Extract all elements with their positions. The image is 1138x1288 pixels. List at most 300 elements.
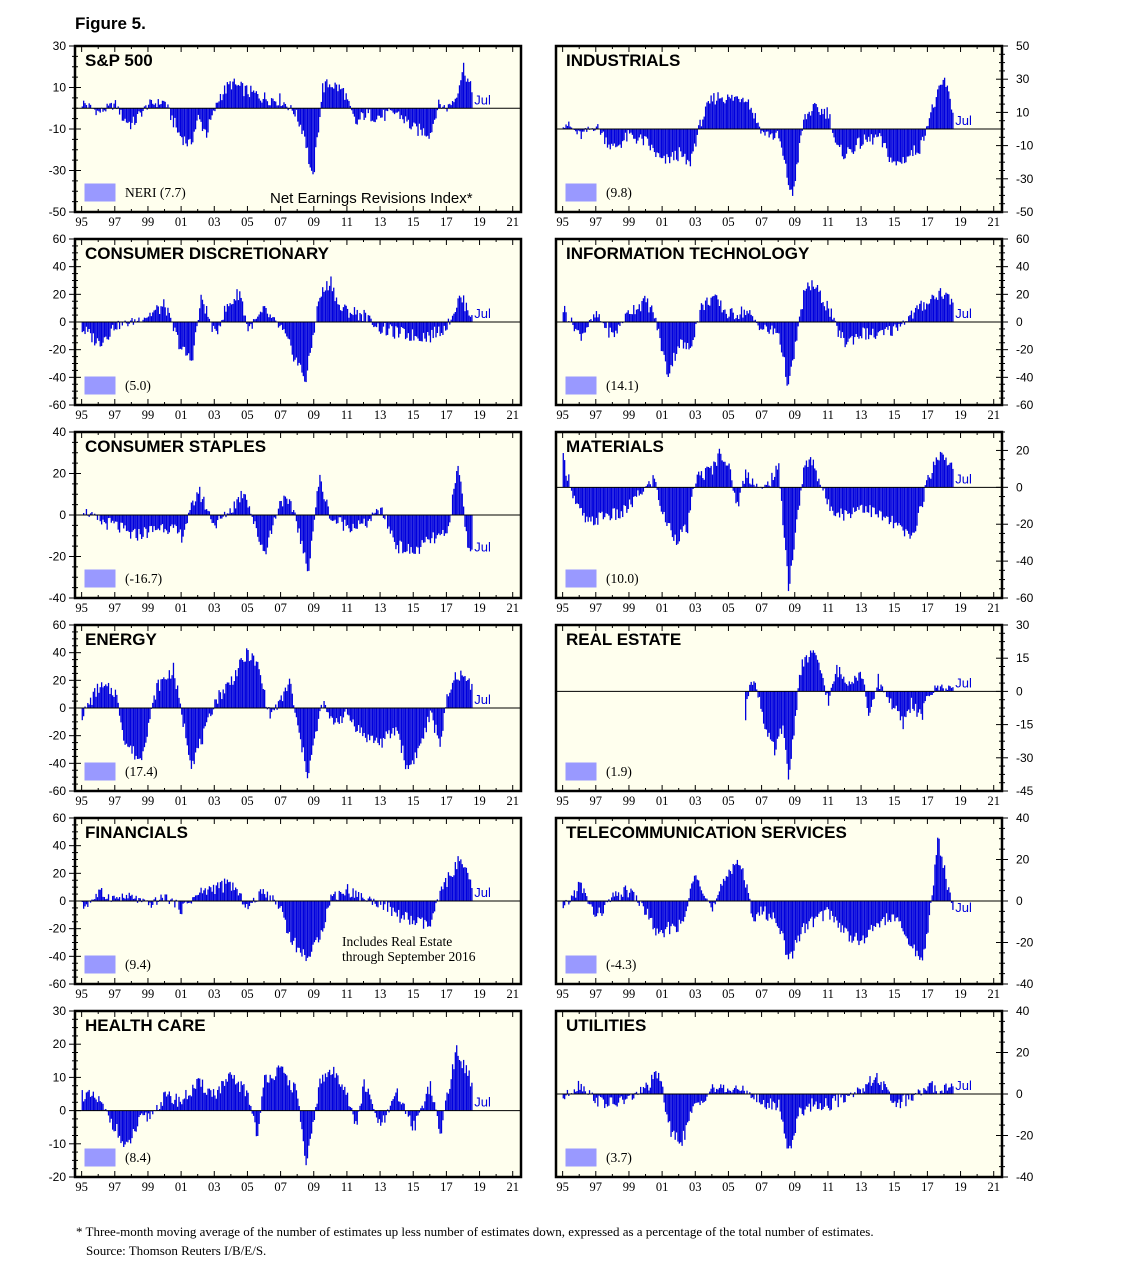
bar (245, 316, 246, 322)
x-tick-label: 15 (887, 794, 901, 808)
bar (344, 708, 345, 712)
bar (796, 322, 797, 341)
bar (933, 108, 934, 129)
bar (925, 309, 926, 322)
bar (229, 508, 230, 515)
bar (697, 1094, 698, 1103)
bar (274, 1080, 275, 1111)
bar (305, 901, 306, 961)
bar (191, 1096, 192, 1110)
bar (373, 322, 374, 327)
panel-title: INFORMATION TECHNOLOGY (566, 244, 810, 263)
bar (462, 302, 463, 322)
bar (370, 108, 371, 121)
bar (301, 1111, 302, 1130)
bar (786, 901, 787, 955)
bar (236, 499, 237, 515)
bar (448, 104, 449, 108)
bar (220, 322, 221, 326)
bar (406, 322, 407, 338)
bar (690, 487, 691, 510)
bar (330, 276, 331, 322)
bar (749, 484, 750, 488)
x-tick-label: 05 (722, 794, 735, 808)
bar (437, 322, 438, 333)
bar (630, 889, 631, 901)
bar (641, 129, 642, 139)
bar (733, 1090, 734, 1094)
bar (228, 882, 229, 901)
bar (625, 886, 626, 901)
bar (234, 299, 235, 322)
bar (865, 487, 866, 506)
bar (315, 108, 316, 147)
bar (422, 515, 423, 540)
x-tick-label: 15 (406, 215, 420, 229)
bar (464, 515, 465, 527)
x-tick-label: 09 (307, 601, 321, 615)
bar (864, 685, 865, 692)
bar (330, 1075, 331, 1111)
bar (665, 1094, 666, 1112)
bar (600, 901, 601, 913)
bar (575, 898, 576, 901)
panel-s-p-500 (49, 39, 521, 229)
bar (865, 901, 866, 938)
bar (643, 129, 644, 145)
bar (878, 901, 879, 924)
bar (856, 322, 857, 334)
bar (701, 890, 702, 901)
bar (372, 708, 373, 736)
bar (686, 129, 687, 164)
bar (379, 108, 380, 116)
bar (214, 322, 215, 329)
bar (453, 1069, 454, 1110)
bar (926, 304, 927, 322)
bar (784, 322, 785, 357)
x-tick-label: 19 (954, 987, 967, 1001)
bar (900, 129, 901, 162)
bar (930, 299, 931, 322)
bar (446, 515, 447, 533)
bar (850, 684, 851, 691)
bar (390, 708, 391, 738)
month-label: Jul (474, 1094, 491, 1110)
bar (318, 108, 319, 132)
bar (312, 515, 313, 532)
bar (469, 515, 470, 548)
bar (800, 675, 801, 691)
bar (94, 688, 95, 708)
bar (896, 1094, 897, 1107)
bar (279, 501, 280, 515)
bar (435, 322, 436, 337)
bar (247, 94, 248, 108)
bar (698, 472, 699, 488)
bar (376, 322, 377, 327)
x-tick-label: 07 (274, 601, 287, 615)
bar (232, 883, 233, 901)
bar (676, 129, 677, 160)
bar (764, 1094, 765, 1107)
bar (811, 280, 812, 322)
bar (467, 79, 468, 109)
bar (634, 129, 635, 139)
bar (923, 691, 924, 703)
bar (769, 129, 770, 137)
bar (814, 289, 815, 322)
bar (719, 99, 720, 129)
bar (189, 510, 190, 515)
bar (698, 125, 699, 129)
bar (416, 708, 417, 758)
bar (717, 453, 718, 487)
bar (202, 1080, 203, 1111)
bar (126, 708, 127, 744)
bar (466, 868, 467, 901)
bar (858, 322, 859, 339)
bar (258, 314, 259, 322)
bar (258, 99, 259, 109)
bar (127, 515, 128, 531)
bar (880, 1082, 881, 1094)
bar (212, 322, 213, 332)
bar (576, 487, 577, 503)
bar (265, 515, 266, 554)
bar (853, 487, 854, 507)
bar (455, 99, 456, 109)
bar (267, 314, 268, 322)
y-tick-label: -40 (1016, 1170, 1034, 1184)
month-label: Jul (955, 675, 972, 691)
bar (930, 1083, 931, 1094)
bar (196, 708, 197, 748)
bar (359, 313, 360, 322)
bar (564, 306, 565, 322)
bar (947, 1091, 948, 1094)
bar (896, 129, 897, 165)
bar (791, 901, 792, 952)
bar (417, 1111, 418, 1116)
bar (303, 1111, 304, 1142)
bar (719, 891, 720, 901)
x-tick-label: 97 (108, 794, 122, 808)
bar (647, 298, 648, 322)
bar (238, 85, 239, 108)
bar (156, 305, 157, 322)
bar (292, 322, 293, 355)
bar (792, 129, 793, 196)
bar (944, 295, 945, 322)
bar (893, 1094, 894, 1103)
bar (369, 708, 370, 740)
x-tick-label: 13 (373, 1180, 387, 1194)
legend-swatch (85, 956, 115, 973)
bar (632, 1094, 633, 1100)
bar (644, 901, 645, 915)
bar (181, 515, 182, 543)
bar (357, 897, 358, 901)
bar (940, 686, 941, 691)
bar (860, 487, 861, 505)
bar (806, 119, 807, 129)
bar (723, 102, 724, 129)
bar (713, 461, 714, 487)
bar (441, 887, 442, 901)
bar (108, 1111, 109, 1116)
bar (710, 298, 711, 322)
bar (742, 868, 743, 901)
bar (636, 310, 637, 322)
legend-label: (8.4) (125, 1150, 151, 1165)
bar (241, 1081, 242, 1110)
bar (851, 487, 852, 514)
bar (409, 901, 410, 925)
bar (693, 1094, 694, 1106)
bar (247, 1093, 248, 1111)
bar (315, 1107, 316, 1111)
bar (405, 708, 406, 769)
bar (898, 1094, 899, 1099)
bar (890, 1094, 891, 1101)
bar (217, 704, 218, 708)
legend-label: (-16.7) (125, 571, 163, 586)
bar (894, 901, 895, 921)
y-tick-label: 60 (52, 232, 66, 246)
x-tick-label: 95 (556, 1180, 569, 1194)
bar (381, 322, 382, 333)
bar (166, 894, 167, 901)
bar (894, 129, 895, 161)
bar (311, 322, 312, 348)
bar (669, 901, 670, 934)
bar (223, 1081, 224, 1110)
bar (727, 466, 728, 488)
bar (887, 1090, 888, 1094)
bar (206, 509, 207, 515)
bar (622, 487, 623, 517)
x-tick-label: 07 (755, 987, 768, 1001)
bar (448, 515, 449, 526)
bar (427, 708, 428, 717)
bar (180, 515, 181, 529)
bar (878, 1083, 879, 1094)
x-tick-label: 05 (241, 794, 254, 808)
bar (611, 1094, 612, 1097)
bar (911, 487, 912, 535)
bar (359, 108, 360, 119)
bar (189, 708, 190, 760)
bar (728, 97, 729, 129)
bar (167, 104, 168, 108)
bar (951, 688, 952, 692)
bar (366, 1092, 367, 1111)
bar (940, 85, 941, 129)
x-tick-label: 97 (108, 408, 122, 422)
y-tick-label: 20 (52, 673, 66, 688)
bar (789, 691, 790, 769)
bar (739, 102, 740, 129)
bar (462, 864, 463, 901)
bar (825, 1094, 826, 1098)
bar (647, 901, 648, 909)
bar (111, 515, 112, 523)
bar (100, 890, 101, 901)
bar (741, 1090, 742, 1094)
bar (462, 494, 463, 515)
bar (814, 103, 815, 129)
bar (310, 322, 311, 353)
bar (326, 901, 327, 909)
bar (325, 290, 326, 322)
bar (369, 316, 370, 322)
bar (202, 108, 203, 131)
bar (296, 901, 297, 952)
bar (112, 1111, 113, 1130)
bar (632, 891, 633, 901)
bar (319, 475, 320, 515)
bar (681, 487, 682, 532)
bar (849, 681, 850, 691)
bar (428, 708, 429, 722)
bar (122, 708, 123, 730)
bar (672, 487, 673, 537)
bar (293, 322, 294, 362)
bar (442, 322, 443, 335)
bar (903, 901, 904, 931)
bar (720, 301, 721, 323)
bar (162, 101, 163, 109)
bar (199, 1079, 200, 1111)
bar (386, 708, 387, 731)
bar (597, 901, 598, 913)
bar (437, 1111, 438, 1116)
bar (420, 108, 421, 129)
bar (393, 901, 394, 908)
bar (286, 322, 287, 336)
bar (275, 102, 276, 109)
bar (679, 901, 680, 920)
bar (657, 322, 658, 330)
x-tick-label: 15 (406, 1180, 420, 1194)
bar (328, 1072, 329, 1111)
bar (807, 467, 808, 487)
bar (847, 686, 848, 692)
bar (807, 901, 808, 929)
bar (777, 470, 778, 488)
bar (166, 316, 167, 322)
bar (810, 901, 811, 919)
bar (878, 129, 879, 137)
bar (239, 502, 240, 515)
bar (111, 1111, 112, 1119)
bar (673, 1094, 674, 1131)
y-tick-label: -15 (1016, 717, 1034, 732)
bar (409, 708, 410, 765)
bar (180, 108, 181, 136)
bar (336, 515, 337, 524)
bar (256, 515, 257, 528)
bar (310, 901, 311, 957)
bar (810, 651, 811, 692)
bar (100, 515, 101, 521)
bar (694, 1094, 695, 1104)
bar (918, 487, 919, 513)
bar (409, 1111, 410, 1116)
bar (253, 656, 254, 708)
bar (643, 487, 644, 491)
bar (951, 1084, 952, 1094)
bar (840, 1094, 841, 1097)
bar (605, 129, 606, 137)
x-tick-label: 09 (307, 215, 321, 229)
bar (789, 322, 790, 376)
bar (278, 322, 279, 328)
bar (326, 79, 327, 108)
bar (354, 108, 355, 116)
bar (136, 108, 137, 123)
bar (868, 129, 869, 137)
bar (937, 89, 938, 129)
bar (828, 901, 829, 909)
y-tick-label: 20 (1016, 1045, 1030, 1060)
bar (212, 708, 213, 715)
bar (908, 487, 909, 534)
bar (352, 315, 353, 322)
bar (445, 515, 446, 533)
bar (824, 109, 825, 129)
bar (184, 322, 185, 347)
x-tick-label: 07 (274, 987, 287, 1001)
bar (286, 499, 287, 515)
bar (314, 708, 315, 738)
bar (111, 688, 112, 708)
bar (413, 708, 414, 764)
bar (191, 708, 192, 769)
bar (241, 658, 242, 708)
bar (932, 691, 933, 695)
bar (871, 901, 872, 925)
bar (253, 515, 254, 524)
bar (914, 691, 915, 710)
bar (235, 888, 236, 901)
bar (922, 129, 923, 137)
bar (406, 515, 407, 551)
legend-label: (9.4) (125, 957, 151, 972)
bar (904, 901, 905, 935)
x-tick-label: 95 (556, 987, 569, 1001)
bar (659, 487, 660, 506)
x-tick-label: 21 (987, 215, 1000, 229)
bar (322, 287, 323, 322)
bar (880, 129, 881, 136)
bar (350, 897, 351, 901)
bar (86, 509, 87, 515)
bar (424, 901, 425, 920)
bar (217, 322, 218, 334)
bar (838, 322, 839, 337)
bar (854, 901, 855, 937)
bar (272, 317, 273, 322)
bar (453, 314, 454, 322)
bar (679, 129, 680, 147)
bar (297, 515, 298, 533)
bar (270, 314, 271, 322)
bar (167, 308, 168, 322)
bar (228, 683, 229, 709)
bar (950, 99, 951, 129)
